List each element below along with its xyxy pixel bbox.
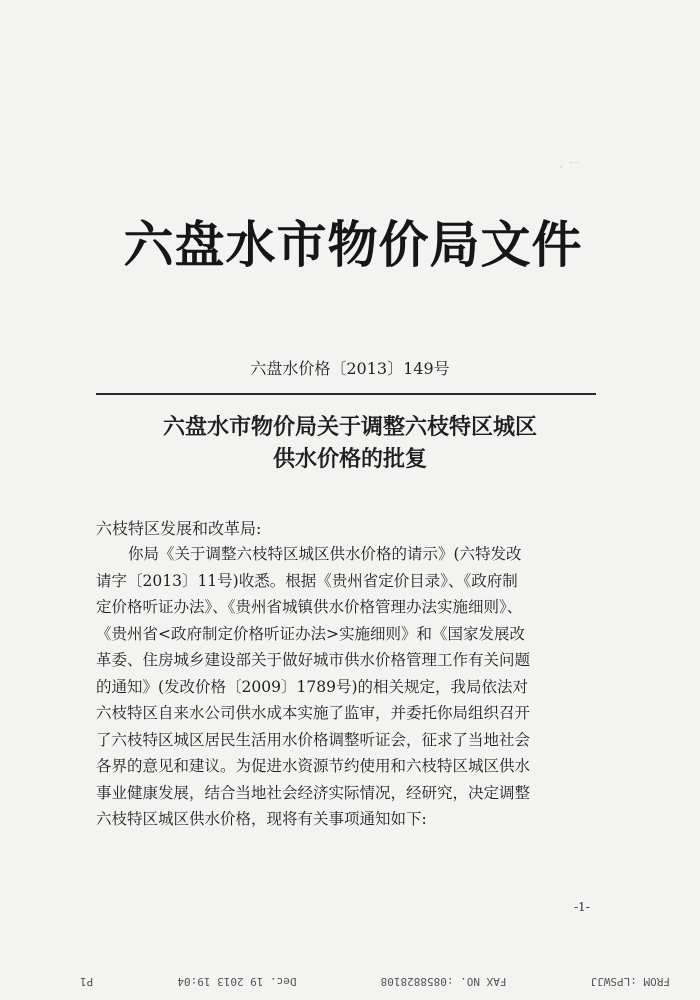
body-line: 请字〔2013〕11号)收悉。根据《贵州省定价目录》、《政府制 (96, 571, 518, 590)
body-line: 你局《关于调整六枝特区城区供水价格的请示》(六特发改 (128, 545, 522, 563)
body-line: 事业健康发展，结合当地社会经济实际情况，经研究，决定调整 (96, 783, 531, 802)
fax-date: Dec. 19 2013 19:04 (177, 975, 297, 988)
body-line: 革委、住房城乡建设部关于做好城市供水价格管理工作有关问题 (96, 651, 531, 669)
body-line: 的通知》(发改价格〔2009〕1789号)的相关规定，我局依法对 (96, 677, 528, 696)
fax-from: FROM :LPSWJJ (590, 975, 670, 988)
fax-page: P1 (80, 975, 94, 988)
body-line: 六枝特区城区供水价格，现将有关事项通知如下: (96, 810, 427, 828)
body-line: 了六枝特区城区居民生活用水价格调整听证会，征求了当地社会 (96, 730, 531, 749)
body-line: 《贵州省<政府制定价格听证办法>实施细则》和《国家发展改 (96, 624, 525, 643)
header-divider (96, 393, 596, 395)
bleed-through-text: 一 、 (173, 157, 580, 170)
addressee: 六枝特区发展和改革局: (96, 519, 262, 538)
fax-number: FAX NO. :0858828108 (380, 975, 507, 988)
subject-heading-line-1: 六盘水市物价局关于调整六枝特区城区 (162, 414, 537, 440)
page-number: -1- (574, 900, 590, 914)
fax-header (80, 975, 670, 989)
body-line: 定价格听证办法》、《贵州省城镇供水价格管理办法实施细则》、 (96, 598, 523, 616)
body-line: 六枝特区自来水公司供水成本实施了监审，并委托你局组织召开 (96, 704, 531, 722)
document-title: 六盘水市物价局文件 (123, 215, 583, 274)
subject-heading-line-2: 供水价格的批复 (272, 446, 427, 472)
body-text (96, 541, 608, 833)
body-line: 各界的意见和建议。为促进水资源节约使用和六枝特区城区供水 (96, 757, 531, 775)
document-number: 六盘水价格〔2013〕149号 (250, 359, 450, 378)
